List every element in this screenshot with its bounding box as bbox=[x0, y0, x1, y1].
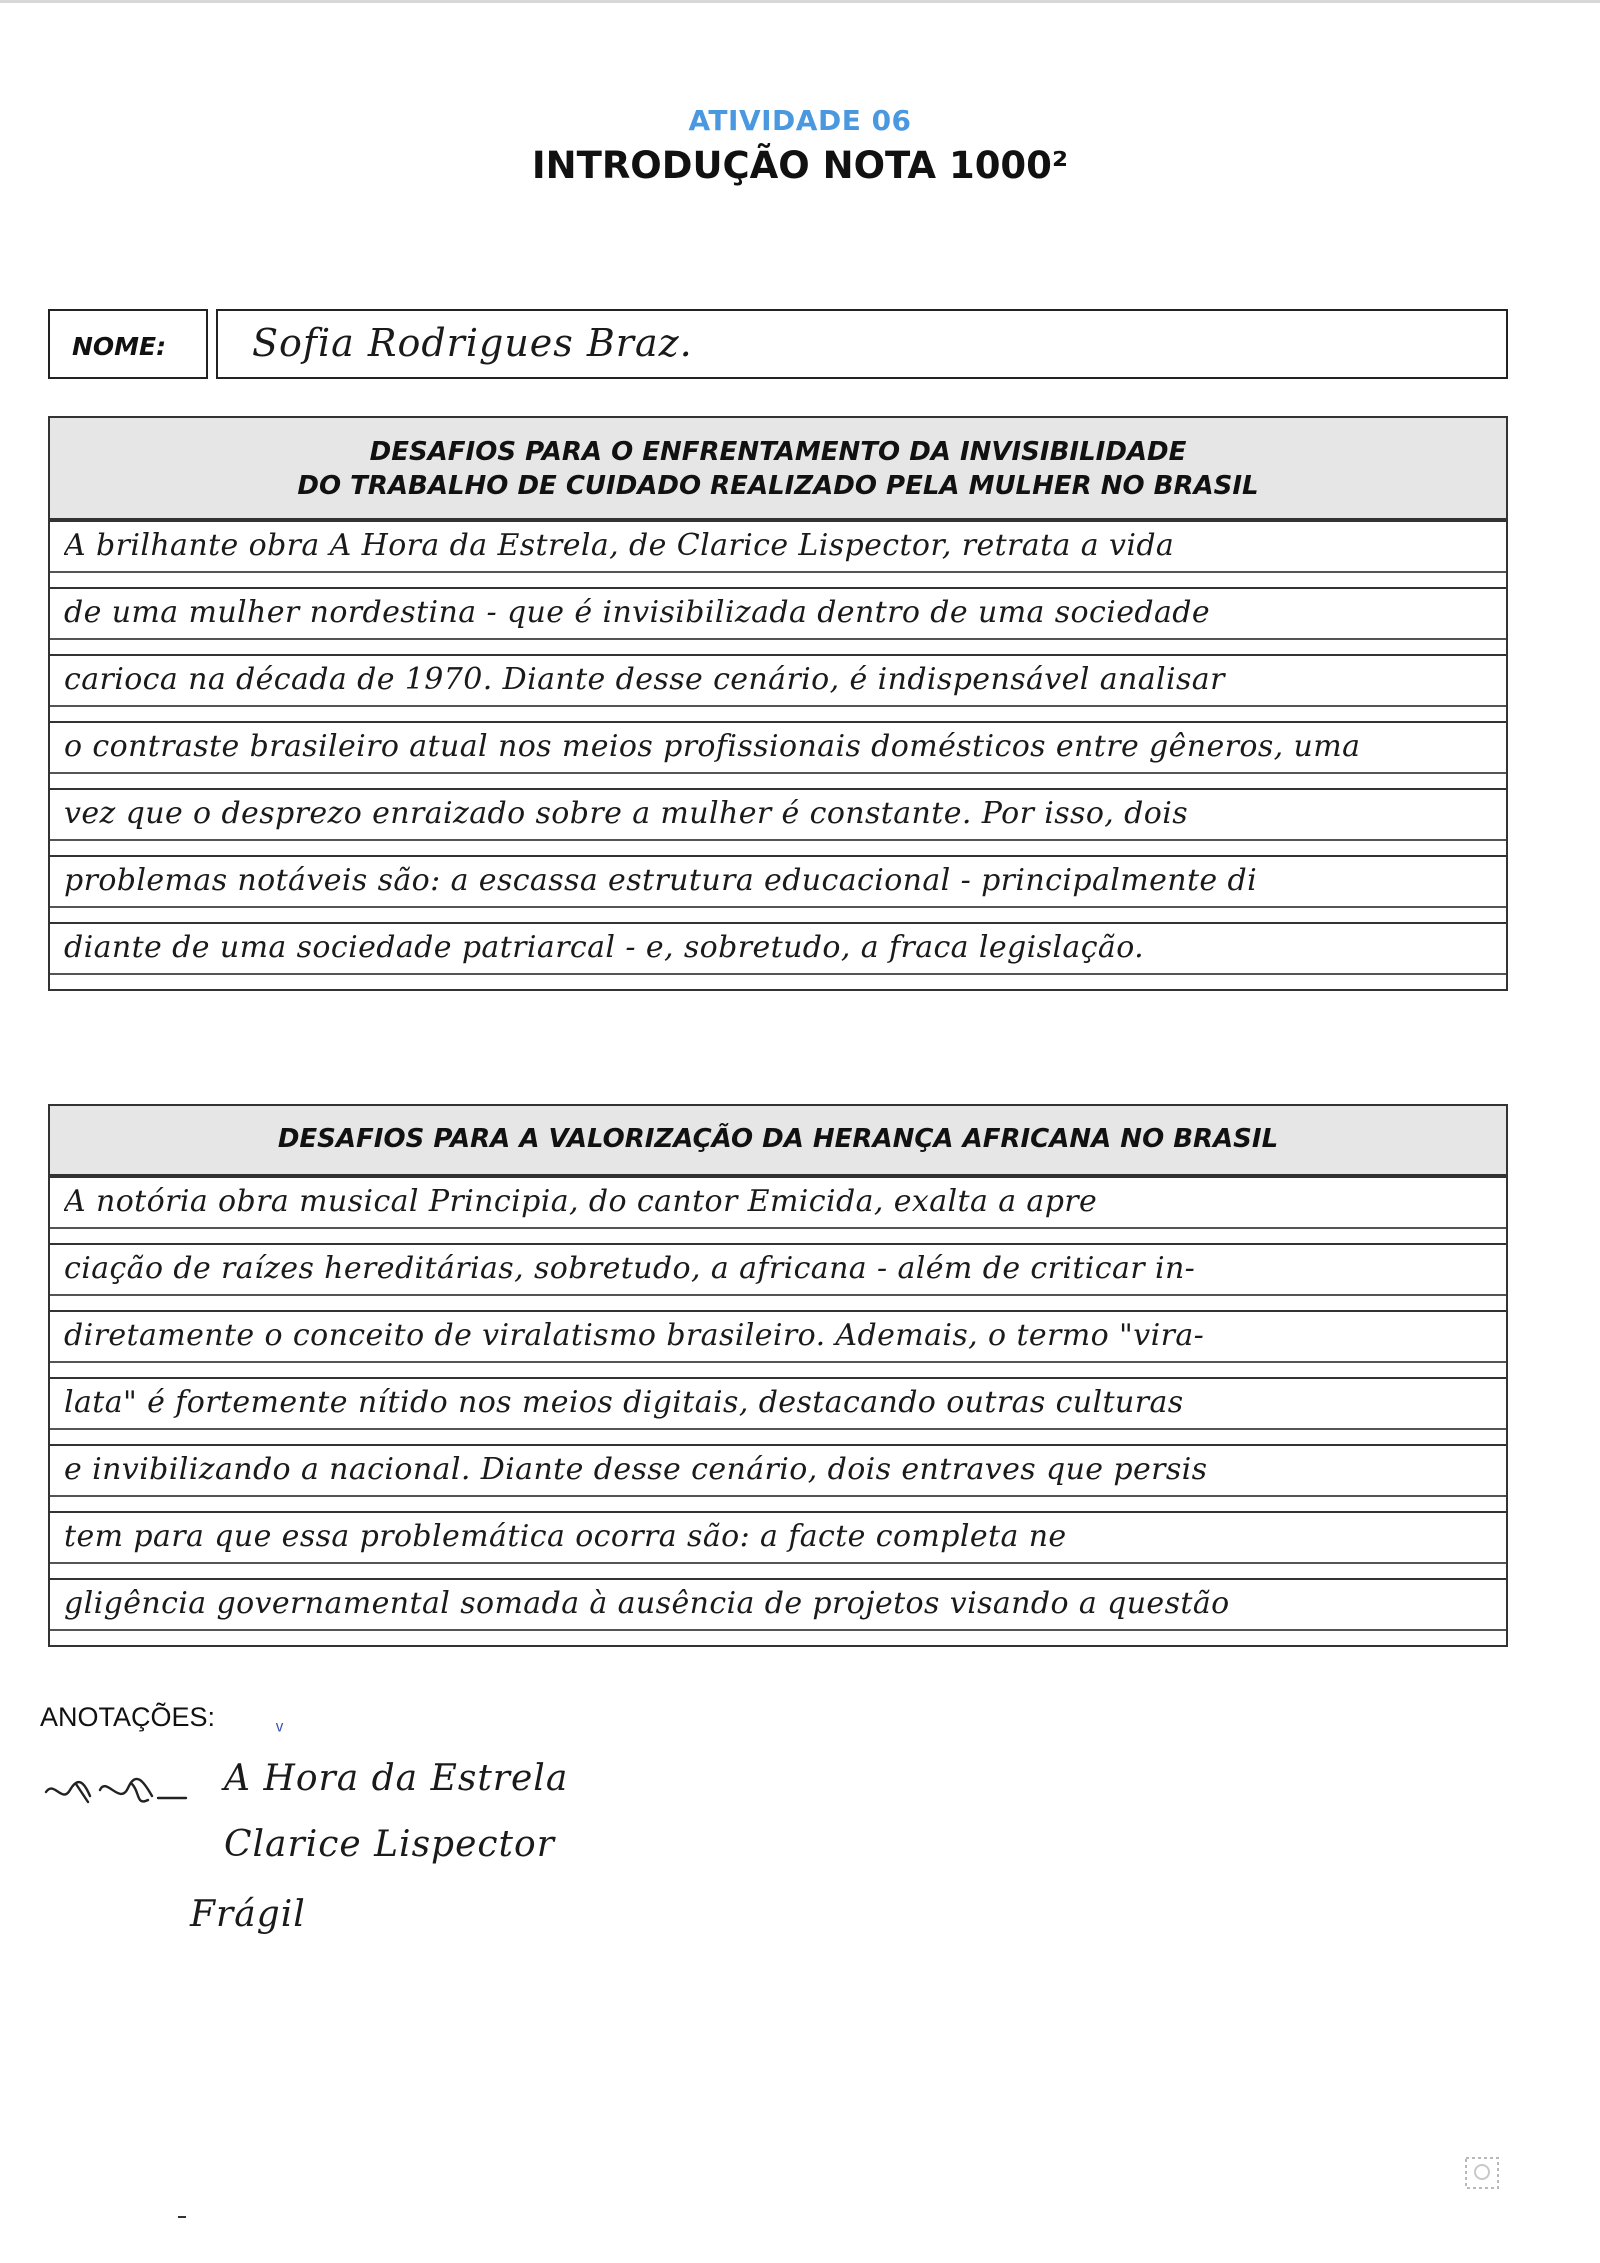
annotation-line: A Hora da Estrela bbox=[224, 1758, 569, 1799]
writing-line bbox=[50, 654, 1506, 721]
section-1-title-line: DO TRABALHO DE CUIDADO REALIZADO PELA MULHER NO BRASIL bbox=[297, 471, 1259, 501]
annotation-line: Frágil bbox=[190, 1894, 306, 1935]
annotations-label: ANOTAÇÕES: bbox=[40, 1702, 216, 1732]
writing-line bbox=[50, 520, 1506, 587]
writing-line bbox=[50, 922, 1506, 989]
section-2-header bbox=[48, 1104, 1508, 1176]
writing-line bbox=[50, 1578, 1506, 1645]
writing-line-text: diretamente o conceito de viralatismo brasileiro. Ademais, o termo "vira- bbox=[64, 1318, 1205, 1353]
page-title: INTRODUÇÃO NOTA 1000² bbox=[531, 144, 1069, 187]
writing-line bbox=[50, 1444, 1506, 1511]
writing-line-text: A brilhante obra A Hora da Estrela, de Clarice Lispector, retrata a vida bbox=[64, 528, 1175, 563]
writing-line bbox=[50, 1310, 1506, 1377]
page-top-rule bbox=[0, 0, 1600, 3]
scan-stamp-icon bbox=[1462, 2152, 1504, 2194]
writing-line-text: diante de uma sociedade patriarcal - e, sobretudo, a fraca legislação. bbox=[64, 930, 1145, 965]
writing-line-text: problemas notáveis são: a escassa estrutura educacional - principalmente di bbox=[64, 863, 1258, 898]
section-1-writing-area[interactable] bbox=[48, 520, 1508, 991]
annotation-line: Clarice Lispector bbox=[224, 1824, 555, 1865]
writing-line-text: carioca na década de 1970. Diante desse cenário, é indispensável analisar bbox=[64, 662, 1225, 697]
writing-line-text: gligência governamental somada à ausência de projetos visando a questão bbox=[64, 1586, 1230, 1621]
pen-tick-icon: ᵥ bbox=[276, 1710, 284, 1735]
activity-number: ATIVIDADE 06 bbox=[688, 104, 912, 137]
writing-line-text: e invibilizando a nacional. Diante desse cenário, dois entraves que persis bbox=[64, 1452, 1208, 1487]
section-1-header bbox=[48, 416, 1508, 520]
writing-line-text: A notória obra musical Principia, do cantor Emicida, exalta a apre bbox=[64, 1184, 1098, 1219]
writing-line bbox=[50, 587, 1506, 654]
name-value: Sofia Rodrigues Braz. bbox=[252, 321, 693, 365]
section-2-writing-area[interactable] bbox=[48, 1176, 1508, 1647]
writing-line-text: ciação de raízes hereditárias, sobretudo, a africana - além de criticar in- bbox=[64, 1251, 1196, 1286]
writing-line bbox=[50, 788, 1506, 855]
writing-line-text: de uma mulher nordestina - que é invisibilizada dentro de uma sociedade bbox=[64, 595, 1211, 630]
writing-line-text: o contraste brasileiro atual nos meios profissionais domésticos entre gêneros, uma bbox=[64, 729, 1361, 764]
writing-line bbox=[50, 1243, 1506, 1310]
section-1-title-line: DESAFIOS PARA O ENFRENTAMENTO DA INVISIBILIDADE bbox=[369, 437, 1187, 467]
scribble-icon bbox=[40, 1762, 200, 1822]
writing-line bbox=[50, 1176, 1506, 1243]
writing-line bbox=[50, 1511, 1506, 1578]
writing-line bbox=[50, 721, 1506, 788]
name-field[interactable] bbox=[216, 309, 1508, 379]
writing-line-text: vez que o desprezo enraizado sobre a mulher é constante. Por isso, dois bbox=[64, 796, 1189, 831]
stray-mark bbox=[178, 2216, 186, 2218]
writing-line bbox=[50, 1377, 1506, 1444]
writing-line-text: lata" é fortemente nítido nos meios digitais, destacando outras culturas bbox=[64, 1385, 1184, 1420]
section-2-title-line: DESAFIOS PARA A VALORIZAÇÃO DA HERANÇA AFRICANA NO BRASIL bbox=[277, 1124, 1279, 1154]
name-label: NOME: bbox=[72, 332, 167, 361]
writing-line bbox=[50, 855, 1506, 922]
name-label-box bbox=[48, 309, 208, 379]
writing-line-text: tem para que essa problemática ocorra são: a facte completa ne bbox=[64, 1519, 1067, 1554]
